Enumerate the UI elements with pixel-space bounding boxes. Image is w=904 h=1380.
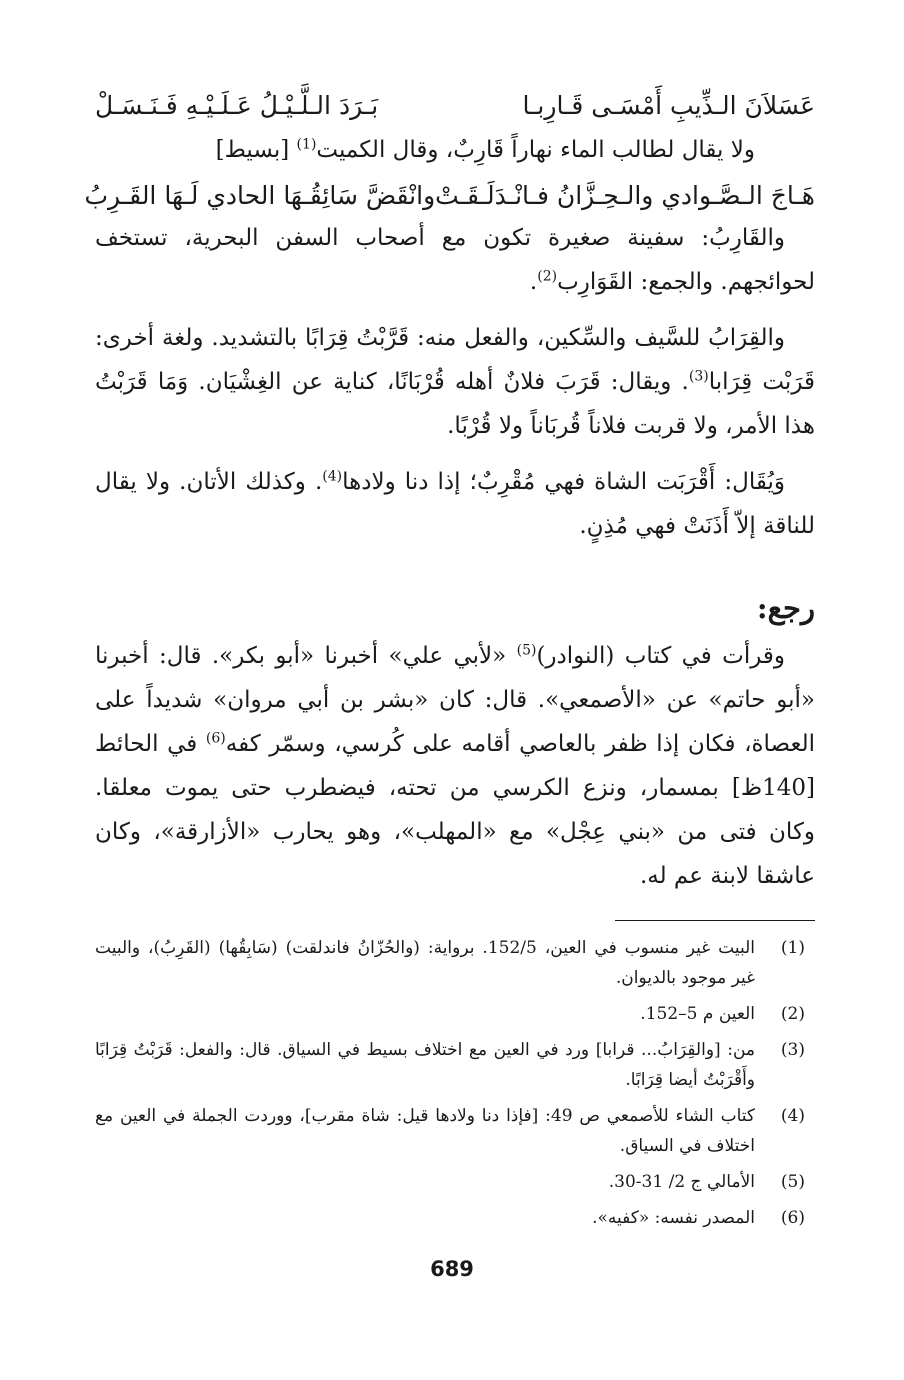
footnote-text: من: [والقِرَابُ... قرابا] ورد في العين مع اختلاف بسيط في السياق. قال: والفعل: قَرَبْتُ قِرَابًا وأَقْرَبْتُ أيضا قِرَابًا. [95, 1040, 755, 1090]
paragraph-nawadir-text-1: وقرأت في كتاب (النوادر) [536, 643, 786, 669]
paragraph-nawadir-text-2: «لأبي علي» أخبرنا «أبو بكر». قال: أخبرنا «أبو حاتم» عن «الأصمعي». قال: كان «بشر بن أبي مروان» شديداً على العصاة، فكان إذا ظفر بالعاصي أقامه على كُرسي، وسمّر كفه [95, 643, 815, 757]
paragraph-qarib [95, 216, 815, 304]
paragraph-qarib-text: والقَارِبُ: سفينة صغيرة تكون مع أصحاب السفن البحرية، تستخف لحوائجهم. والجمع: القَوَارِب [95, 225, 815, 295]
paragraph-muqrib-text-1: وَيُقَال: أَقْرَبَت الشاة فهي مُقْرِبٌ؛ إذا دنا ولادها [342, 469, 785, 495]
footnote-text: المصدر نفسه: «كفيه». [592, 1208, 755, 1228]
footnotes [95, 933, 815, 1233]
paragraph-muqrib-text-2: . وكذلك الأتان. ولا يقال للناقة إلاّ أَذَنَتْ فهي مُذِنٍ. [95, 469, 815, 539]
paragraph-qarib-end: . [529, 269, 538, 295]
footnote-number: (5) [780, 1172, 805, 1192]
section-heading: رجع: [756, 591, 815, 625]
footnote-6 [95, 1203, 815, 1233]
footnote-separator [615, 920, 815, 921]
footnote-number: (3) [780, 1040, 805, 1060]
verse-2-second-hemistich: وانْقَضَّ سَائِقُـهَا الحادي لَـهَا القَـرِبُ [84, 181, 436, 210]
verse-2 [84, 176, 815, 216]
paragraph-qirab-text-1: والقِرَابُ للسَّيف والسِّكين، والفعل منه: قَرَّبْتُ قِرَابًا بالتشديد. ولغة أخرى: قَرَبْت قِرَابا [95, 325, 816, 395]
verse-2-first-hemistich: هَـاجَ الـصَّـوادي والـحِـزَّانُ فـانْـدَلَـقَـتْ [435, 181, 815, 210]
verse-1 [95, 86, 815, 126]
paragraph-qirab [95, 316, 815, 448]
footnote-ref-4[interactable]: (4) [322, 468, 343, 485]
page-number: 689 [430, 1257, 474, 1281]
footnote-text: العين م 5–152. [640, 1004, 755, 1024]
footnote-number: (1) [780, 938, 805, 958]
meter-label: [بسيط] [215, 137, 297, 163]
footnote-ref-6[interactable]: (6) [205, 730, 226, 747]
footnote-text: الأمالي ج 2/ 31-30. [608, 1172, 755, 1192]
intro-text: ولا يقال لطالب الماء نهاراً قَارِبٌ، وقال الكميت [316, 137, 755, 163]
footnote-2 [95, 999, 815, 1029]
footnote-3 [95, 1035, 815, 1095]
footnote-number: (2) [780, 1004, 805, 1024]
footnote-number: (6) [780, 1208, 805, 1228]
footnote-number: (4) [780, 1106, 805, 1126]
footnote-ref-3[interactable]: (3) [688, 368, 709, 385]
intro-line [95, 128, 815, 172]
paragraph-nawadir [95, 634, 815, 898]
verse-1-first-hemistich: عَسَلاَنَ الـذِّيبِ أَمْسَـى قَـارِبـا [522, 91, 815, 120]
footnote-ref-5[interactable]: (5) [516, 642, 537, 659]
footnote-ref-1[interactable]: (1) [296, 136, 317, 153]
paragraph-nawadir-text-3: في الحائط [140ظ] بمسمار، ونزع الكرسي من تحته، فيضطرب حتى يموت معلقا. وكان فتى من «بني عِجْل» مع «المهلب»، وهو يحارب «الأزارقة»، وكان عاشقا لابنة عم له. [95, 731, 815, 889]
footnote-ref-2[interactable]: (2) [537, 268, 558, 285]
page-body [84, 80, 816, 1239]
footnote-4 [95, 1101, 815, 1161]
verse-1-second-hemistich: بَـرَدَ الـلَّـيْـلُ عَـلَـيْـهِ فَـنَـسَـلْ [95, 91, 379, 120]
footnote-1 [95, 933, 815, 993]
footnote-text: كتاب الشاء للأصمعي ص 49: [فإذا دنا ولادها قيل: شاة مقرب]، ووردت الجملة في العين مع اختلاف في السياق. [95, 1106, 755, 1156]
paragraph-muqrib [95, 460, 815, 548]
paragraph-qirab-text-2: . ويقال: قَرَبَ فلانٌ أهله قُرْبَانًا، كناية عن الغِشْيَان. وَمَا قَرَبْتُ هذا الأمر، ولا قربت فلاناً قُربَاناً ولا قُرْبًا. [95, 369, 815, 439]
footnote-5 [95, 1167, 815, 1197]
footnote-text: البيت غير منسوب في العين، 152/5. برواية: (والحُزّانُ فاندلقت) (سَابِقُها) (القَرِبُ)، والبيت غير موجود بالديوان. [95, 938, 755, 988]
